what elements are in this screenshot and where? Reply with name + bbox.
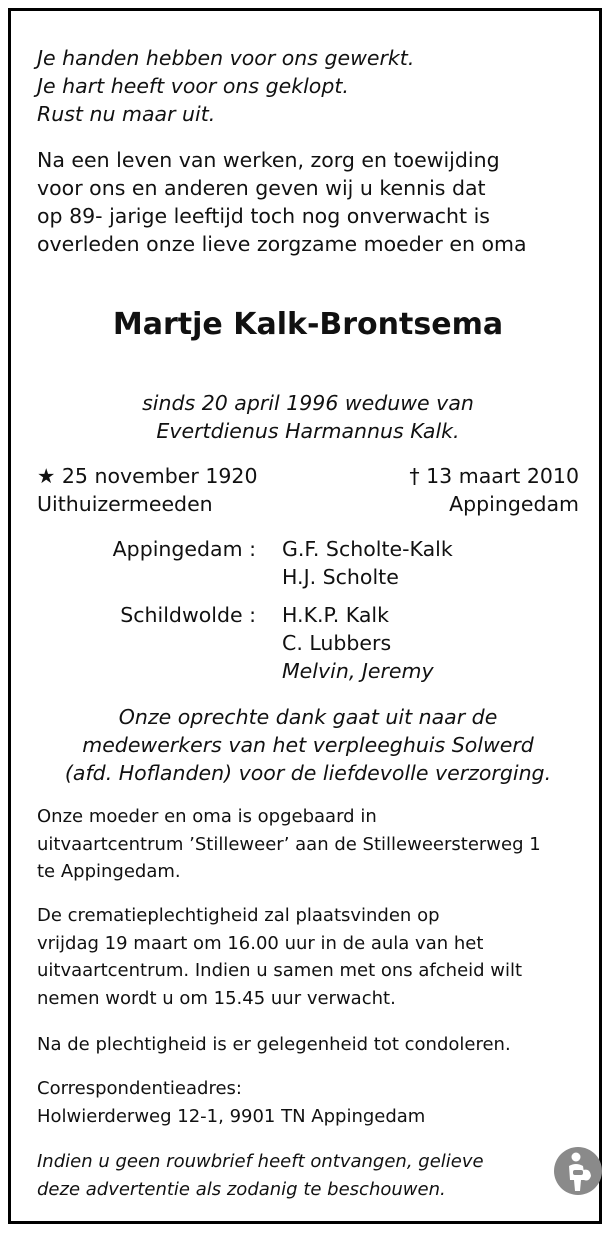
poem-line: Je hart heeft voor ons geklopt. [37, 74, 349, 98]
family-names [282, 601, 434, 685]
ceremony-line: De crematieplechtigheid zal plaatsvinden op [37, 905, 440, 926]
family-group-appingedam [0, 535, 614, 591]
family-place: Schildwolde : [120, 603, 256, 627]
family-member: H.K.P. Kalk [282, 603, 389, 627]
thanks-line: (afd. Hoflanden) voor de liefdevolle verzorging. [64, 761, 552, 785]
death-date: † 13 maart 2010 [409, 464, 579, 488]
laid-out-line: Onze moeder en oma is opgebaard in [37, 806, 377, 827]
intro-line: Na een leven van werken, zorg en toewijding [37, 148, 500, 172]
family-member: G.F. Scholte-Kalk [282, 537, 453, 561]
birth-date: ★ 25 november 1920 [37, 464, 258, 488]
ceremony-line: uitvaartcentrum. Indien u samen met ons afcheid wilt [37, 960, 523, 982]
grandchildren: Melvin, Jeremy [282, 659, 434, 683]
death-place: Appingedam [449, 492, 579, 516]
family-names [282, 535, 453, 591]
condolence-line: Na de plechtigheid is er gelegenheid tot condoleren. [37, 1034, 511, 1055]
intro-paragraph [37, 146, 579, 258]
notice-line: deze advertentie als zodanig te beschouwen. [37, 1178, 446, 1200]
laid-out-line: uitvaartcentrum ’Stilleweer’ aan de Stilleweersterweg 1 [37, 833, 541, 855]
ceremony-paragraph [37, 902, 579, 1012]
laid-out-paragraph [37, 803, 579, 886]
thanks-paragraph [37, 703, 579, 787]
widow-note [37, 389, 579, 445]
memorial-figure-icon [553, 1146, 603, 1196]
laid-out-line: te Appingedam. [37, 861, 181, 883]
thanks-line: Onze oprechte dank gaat uit naar de [118, 705, 498, 729]
correspondence-line: Holwierderweg 12-1, 9901 TN Appingedam [37, 1105, 426, 1127]
widow-note-line: Evertdienus Harmannus Kalk. [156, 419, 460, 443]
thanks-line: medewerkers van het verpleeghuis Solwerd [82, 733, 534, 757]
intro-line: overleden onze lieve zorgzame moeder en oma [37, 232, 527, 256]
ceremony-line: vrijdag 19 maart om 16.00 uur in de aula van het [37, 932, 484, 954]
widow-note-line: sinds 20 april 1996 weduwe van [142, 391, 474, 415]
intro-line: voor ons en anderen geven wij u kennis dat [37, 176, 486, 200]
poem-line: Rust nu maar uit. [37, 102, 216, 126]
birth-place: Uithuizermeeden [37, 492, 213, 516]
rouwbrief-notice [37, 1148, 579, 1203]
intro-line: op 89- jarige leeftijd toch nog onverwacht is [37, 204, 490, 228]
correspondence-address [37, 1075, 579, 1130]
family-place: Appingedam : [112, 537, 256, 561]
condolence-paragraph [37, 1031, 579, 1059]
life-dates [37, 462, 579, 518]
ceremony-line: nemen wordt u om 15.45 uur verwacht. [37, 987, 396, 1009]
family-member: H.J. Scholte [282, 565, 399, 589]
deceased-name: Martje Kalk-Brontsema [112, 307, 504, 342]
poem-line: Je handen hebben voor ons gewerkt. [37, 46, 415, 70]
family-group-schildwolde [0, 601, 614, 685]
birth-info [37, 462, 258, 518]
poem [37, 44, 579, 128]
notice-line: Indien u geen rouwbrief heeft ontvangen, gelieve [37, 1151, 484, 1172]
correspondence-label: Correspondentieadres: [37, 1078, 242, 1099]
family-member: C. Lubbers [282, 631, 392, 655]
death-info [409, 462, 579, 518]
